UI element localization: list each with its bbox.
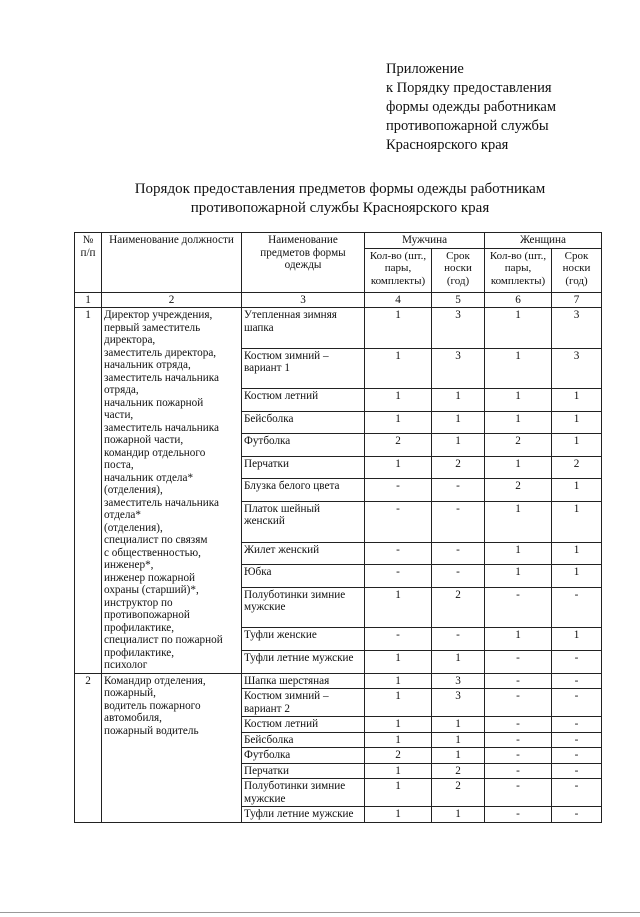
position-line: автомобиля, — [104, 712, 162, 724]
position-line: инженер*, — [104, 559, 154, 571]
qty-female: 2 — [485, 479, 552, 502]
position-line: заместитель начальника — [104, 496, 219, 509]
term-male: 3 — [432, 308, 485, 349]
term-female: - — [552, 673, 602, 689]
qty-female: - — [485, 717, 552, 733]
term-female: 1 — [552, 628, 602, 651]
column-number: 3 — [242, 292, 365, 308]
qty-female: - — [485, 587, 552, 628]
qty-female: 1 — [485, 456, 552, 479]
item-name: Туфли летние мужские — [242, 807, 365, 823]
position-line: пожарной части, — [104, 434, 184, 446]
qty-female: - — [485, 763, 552, 779]
qty-male: - — [365, 628, 432, 651]
position-line: начальник отряда, — [104, 359, 191, 371]
qty-female: - — [485, 807, 552, 823]
position-line: психолог — [104, 659, 148, 671]
term-male: 2 — [432, 456, 485, 479]
item-name: Бейсболка — [242, 411, 365, 434]
position-line: профилактике, — [104, 646, 175, 659]
item-name: Юбка — [242, 565, 365, 588]
table-row — [75, 673, 602, 689]
header-position: Наименование должности — [102, 233, 242, 293]
column-number: 6 — [485, 292, 552, 308]
term-female: 1 — [552, 479, 602, 502]
item-name: Перчатки — [242, 456, 365, 479]
item-name: Платок шейный женский — [242, 501, 365, 542]
item-name: Костюм летний — [242, 717, 365, 733]
qty-female: 1 — [485, 501, 552, 542]
column-number: 2 — [102, 292, 242, 308]
qty-male: - — [365, 479, 432, 502]
qty-male: 2 — [365, 748, 432, 764]
position-line: отдела* — [104, 509, 141, 521]
qty-male: 1 — [365, 763, 432, 779]
position-line: (отделения), — [104, 521, 163, 534]
position-line: инструктор по — [104, 596, 173, 609]
position-line: заместитель начальника — [104, 421, 219, 434]
column-number-row — [75, 292, 602, 308]
title-line: противопожарной службы Красноярского края — [190, 200, 490, 216]
term-male: - — [432, 542, 485, 565]
position-line: водитель пожарного — [104, 699, 201, 712]
position-line: директора, — [104, 334, 156, 346]
header-term-female: Срок носки (год) — [552, 248, 602, 292]
position-line: (отделения), — [104, 484, 163, 496]
qty-male: - — [365, 542, 432, 565]
qty-male: 1 — [365, 411, 432, 434]
item-name: Туфли женские — [242, 628, 365, 651]
header-qty-female: Кол-во (шт., пары, комплекты) — [485, 248, 552, 292]
qty-female: - — [485, 779, 552, 807]
qty-male: 1 — [365, 456, 432, 479]
qty-female: 1 — [485, 389, 552, 412]
term-female: - — [552, 587, 602, 628]
term-male: 2 — [432, 587, 485, 628]
header-qty-male: Кол-во (шт., пары, комплекты) — [365, 248, 432, 292]
position-line: с общественностью, — [104, 546, 201, 559]
item-name: Костюм летний — [242, 389, 365, 412]
qty-male: 1 — [365, 308, 432, 349]
qty-female: 1 — [485, 348, 552, 389]
item-name: Перчатки — [242, 763, 365, 779]
position-line: заместитель начальника — [104, 371, 219, 384]
position-line: командир отдельного — [104, 446, 206, 459]
term-female: 3 — [552, 348, 602, 389]
appendix-line: формы одежды работникам — [386, 99, 557, 115]
qty-male: 1 — [365, 650, 432, 673]
position-line: Директор учреждения, — [104, 309, 213, 321]
term-female: 1 — [552, 389, 602, 412]
term-female: - — [552, 748, 602, 764]
qty-female: 2 — [485, 434, 552, 457]
qty-female: - — [485, 650, 552, 673]
term-female: 2 — [552, 456, 602, 479]
document-title — [100, 180, 580, 218]
term-female: 3 — [552, 308, 602, 349]
term-male: 2 — [432, 779, 485, 807]
title-line: Порядок предоставления предметов формы одежды работникам — [134, 181, 546, 197]
appendix-line: Приложение — [386, 61, 464, 77]
item-name: Футболка — [242, 748, 365, 764]
qty-female: - — [485, 689, 552, 717]
item-name: Бейсболка — [242, 732, 365, 748]
position-line: специалист по пожарной — [104, 634, 223, 646]
header-male: Мужчина — [365, 233, 485, 249]
term-male: - — [432, 501, 485, 542]
term-female: 1 — [552, 411, 602, 434]
qty-male: 1 — [365, 717, 432, 733]
term-female: - — [552, 689, 602, 717]
qty-female: 1 — [485, 628, 552, 651]
position-line: инженер пожарной — [104, 571, 196, 584]
position-line: охраны (старший)*, — [104, 584, 199, 596]
qty-female: 1 — [485, 411, 552, 434]
term-female: 1 — [552, 434, 602, 457]
term-male: 1 — [432, 650, 485, 673]
term-female: - — [552, 807, 602, 823]
position-line: первый заместитель — [104, 321, 201, 334]
term-female: - — [552, 650, 602, 673]
position-list — [102, 308, 242, 674]
header-term-male: Срок носки (год) — [432, 248, 485, 292]
column-number: 5 — [432, 292, 485, 308]
header-female: Женщина — [485, 233, 602, 249]
qty-male: 2 — [365, 434, 432, 457]
appendix-line: к Порядку предоставления — [386, 80, 552, 96]
item-name: Полуботинки зимние мужские — [242, 779, 365, 807]
term-male: 3 — [432, 673, 485, 689]
uniform-table — [74, 232, 602, 823]
term-male: 3 — [432, 348, 485, 389]
item-name: Туфли летние мужские — [242, 650, 365, 673]
term-female: - — [552, 732, 602, 748]
qty-male: - — [365, 501, 432, 542]
header-item: Наименование предметов формы одежды — [242, 233, 365, 293]
qty-female: - — [485, 748, 552, 764]
appendix-line: Красноярского края — [386, 137, 509, 153]
term-female: 1 — [552, 565, 602, 588]
qty-male: 1 — [365, 732, 432, 748]
qty-male: 1 — [365, 348, 432, 389]
term-male: 3 — [432, 689, 485, 717]
page-bottom-edge — [0, 912, 640, 913]
qty-male: 1 — [365, 587, 432, 628]
item-name: Костюм зимний – вариант 2 — [242, 689, 365, 717]
term-female: - — [552, 717, 602, 733]
position-line: начальник пожарной — [104, 396, 204, 409]
qty-female: - — [485, 673, 552, 689]
position-line: отряда, — [104, 384, 139, 396]
qty-male: 1 — [365, 389, 432, 412]
table-body — [75, 308, 602, 823]
qty-female: 1 — [485, 308, 552, 349]
item-name: Полуботинки зимние мужские — [242, 587, 365, 628]
item-name: Футболка — [242, 434, 365, 457]
term-male: 1 — [432, 389, 485, 412]
position-line: заместитель директора, — [104, 346, 217, 359]
item-name: Блузка белого цвета — [242, 479, 365, 502]
term-female: 1 — [552, 501, 602, 542]
position-line: противопожарной — [104, 609, 190, 621]
column-number: 4 — [365, 292, 432, 308]
qty-female: 1 — [485, 542, 552, 565]
position-line: начальник отдела* — [104, 471, 194, 484]
term-male: 1 — [432, 748, 485, 764]
term-male: 1 — [432, 732, 485, 748]
row-number: 2 — [75, 673, 102, 822]
term-male: - — [432, 479, 485, 502]
position-list — [102, 673, 242, 822]
item-name: Шапка шерстяная — [242, 673, 365, 689]
term-male: 1 — [432, 411, 485, 434]
qty-male: 1 — [365, 779, 432, 807]
qty-female: - — [485, 732, 552, 748]
term-male: 1 — [432, 717, 485, 733]
table-row — [75, 308, 602, 349]
appendix-line: противопожарной службы — [386, 118, 549, 134]
position-line: пожарный водитель — [104, 724, 199, 737]
qty-male: 1 — [365, 807, 432, 823]
item-name: Утепленная зимняя шапка — [242, 308, 365, 349]
item-name: Костюм зимний – вариант 1 — [242, 348, 365, 389]
header-num: № п/п — [75, 233, 102, 293]
qty-male: 1 — [365, 689, 432, 717]
qty-female: 1 — [485, 565, 552, 588]
term-male: 1 — [432, 434, 485, 457]
position-line: профилактике, — [104, 621, 175, 634]
term-female: 1 — [552, 542, 602, 565]
position-line: поста, — [104, 459, 134, 471]
row-number: 1 — [75, 308, 102, 674]
position-line: специалист по связям — [104, 534, 208, 546]
position-line: части, — [104, 409, 134, 421]
term-female: - — [552, 779, 602, 807]
position-line: Командир отделения, — [104, 674, 206, 687]
term-male: 1 — [432, 807, 485, 823]
column-number: 7 — [552, 292, 602, 308]
position-line: пожарный, — [104, 687, 156, 699]
item-name: Жилет женский — [242, 542, 365, 565]
term-male: - — [432, 628, 485, 651]
term-male: - — [432, 565, 485, 588]
appendix-block — [386, 60, 556, 155]
qty-male: - — [365, 565, 432, 588]
qty-male: 1 — [365, 673, 432, 689]
term-male: 2 — [432, 763, 485, 779]
column-number: 1 — [75, 292, 102, 308]
term-female: - — [552, 763, 602, 779]
